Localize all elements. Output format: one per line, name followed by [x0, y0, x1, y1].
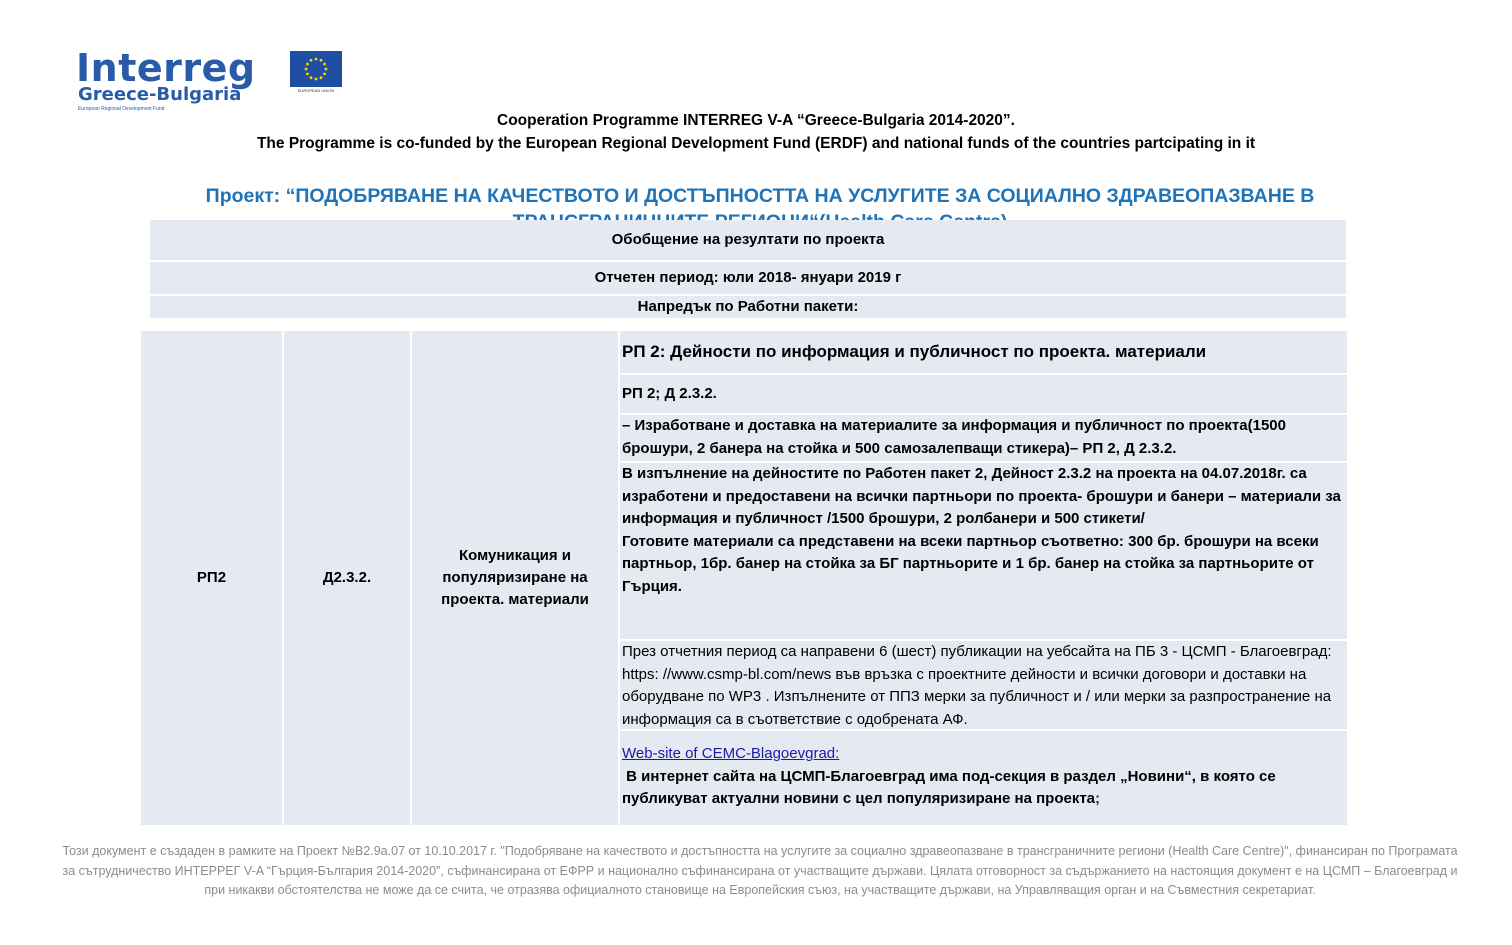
wp-cell — [141, 331, 282, 825]
wp-activity-ref: РП 2; Д 2.3.2. — [622, 385, 717, 402]
logo-fund-text: European Regional Development Fund — [78, 106, 165, 112]
website-link[interactable]: Web-site of CEMC-Blagoevgrad: — [622, 745, 840, 762]
eu-label: EUROPEAN UNION — [297, 88, 335, 93]
eu-flag-icon — [290, 51, 342, 87]
detail-row-1 — [620, 331, 1347, 373]
disclaimer-footer: Този документ е създаден в рамките на Проект №B2.9a.07 от 10.10.2017 г. "Подобряване на качеството и достъпността на услугите за социално здравеопазване в трансграничните региони (Health Care Centre)", финансиран по Програмата за сътрудничество ИНТЕРРЕГ V-A “Гърция-България 2014-2020”, съфинансирана от ЕФРР и национално съфинансирана от участващите държави. Цялата отговорност за съдържанието на настоящия документ е на ЦСМП – Благоевград и при никакви обстоятелства не може да се счита, че отразява официалното становище на Европейския съюз, на участващите държави, на Управляващия орган и на Съвместния секретариат. — [62, 844, 1458, 897]
detail-row-2 — [620, 375, 1347, 413]
progress-heading: Напредък по Работни пакети: — [150, 296, 1346, 318]
project-title: Проект: “ПОДОБРЯВАНЕ НА КАЧЕСТВОТО И ДОСТЪПНОСТТА НА УСЛУГИТЕ ЗА СОЦИАЛНО ЗДРАВЕОПАЗВАНЕ В — [205, 185, 1315, 207]
detail-row-5 — [620, 641, 1347, 729]
logo-wordmark: Interreg — [76, 46, 256, 90]
summary-title: Обобщение на резултати по проекта — [150, 220, 1346, 260]
activity-name: Комуникация и популяризиране на проекта. материали — [441, 547, 589, 608]
reporting-period: Отчетен период: юли 2018- януари 2019 г — [150, 262, 1346, 294]
materials-task: – Изработване и доставка на материалите за информация и публичност по проекта(1500 брошури, 2 банера на стойка и 500 самозалепващи стикера)– РП 2, Д 2.3.2. — [622, 417, 1286, 457]
logo-region: Greece-Bulgaria — [78, 84, 242, 105]
distribution-text: Готовите материали са представени на всеки партньор съответно: 300 бр. брошури на всеки партньор, 1бр. банер на стойка за БГ партньорите и 1 бр. банер на стойка за партньорите от Гърция. — [622, 532, 1319, 595]
implementation-text: В изпълнение на дейностите по Работен пакет 2, Дейност 2.3.2 на проекта на 04.07.2018г. са изработени и предоставени на всички партньори по проекта- брошури и банери – материали за информация и публичност /1500 брошури, 2 ролбанери и 500 стикети/ — [622, 465, 1341, 527]
activity-label: Д2.3.2. — [322, 569, 372, 586]
interreg-logo — [76, 48, 346, 118]
detail-row-6 — [620, 731, 1347, 825]
wp-heading: РП 2: Дейности по информация и публичност по проекта. материали — [622, 342, 1207, 361]
programme-line-1: Cooperation Programme INTERREG V-A “Greece-Bulgaria 2014-2020”. — [497, 112, 1015, 129]
wp-label: РП2 — [196, 569, 227, 586]
work-package-table — [141, 331, 1347, 825]
programme-line-2: The Programme is co-funded by the European Regional Development Fund (ERDF) and national funds of the countries partcipating in it — [256, 135, 1256, 152]
detail-row-4 — [620, 463, 1347, 639]
activity-name-cell — [412, 331, 618, 825]
publications-text: През отчетния период са направени 6 (шест) публикации на уебсайта на ПБ 3 - ЦСМП - Благоевград: https: //www.csmp-bl.com/news във връзка с проектните дейности и всички договори и доставки на оборудване по WP3 . Изпълнените от ППЗ мерки за публичност и / или мерки за разпространение на информация са в съответствие с одобрената АФ. — [622, 643, 1332, 728]
activity-cell — [284, 331, 410, 825]
website-link-end[interactable]: ; — [1095, 790, 1101, 807]
website-news-text: В интернет сайта на ЦСМП-Благоевград има под-секция в раздел „Новини“, в която се публикуват актуални новини с цел популяризиране на проекта — [622, 767, 1276, 807]
detail-row-3 — [620, 415, 1347, 461]
